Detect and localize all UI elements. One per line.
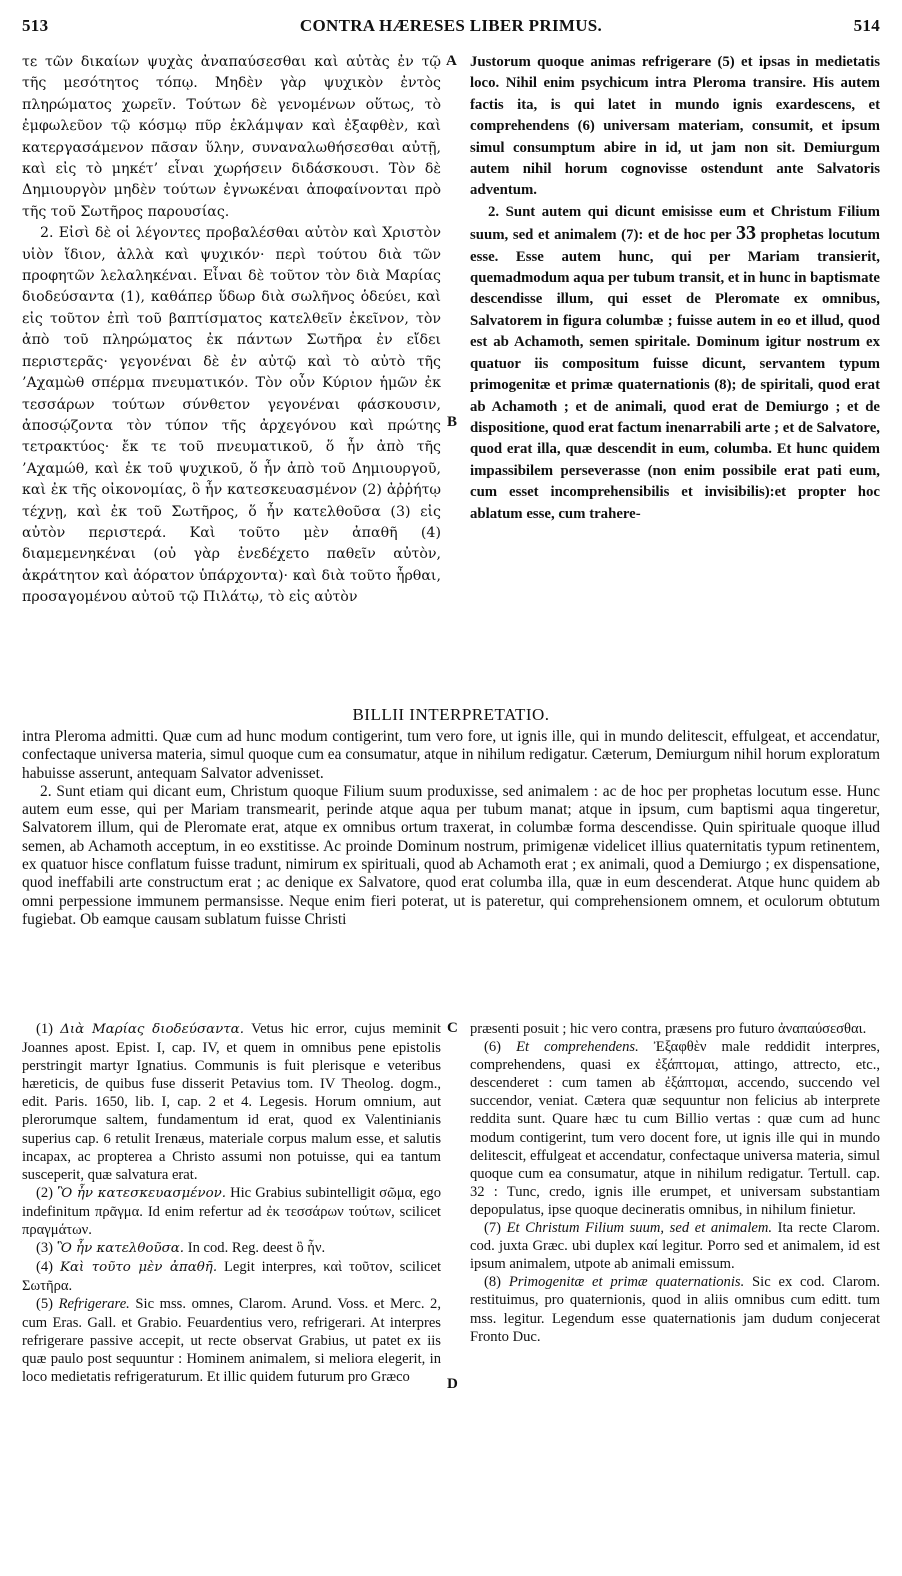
footnote-1-number: (1) (36, 1021, 54, 1037)
latin-paragraph-2-cont: prophetas locutum esse. Esse autem hunc, qui per Mariam transierit, quemadmodum aqua per tubum transit, et in hunc in baptismate descendisse illum, qui esset de Pleromate ex omnibus, Salvatorem in figura columbæ ; fuisse autem in eo et illud, quod est ab Achamoth, semen spiritale. Dominum igitur nostrum ex quatuor iis compositum fuisse dicunt, servantem typum primogenitæ et primæ quaternationis (8); de spiritali, quod erat ab Achamoth ; et de animali, quod erat de Demiurgo ; et de dispositione, quod erat factum inenarrabili arte ; et de Salvatore, quod erat illa, quæ descendit in eum, columba. Et hunc quidem impassibilem perseverasse (non enim possibile erat pati eum, cum esset incomprehensibilis et invisibilis):et propter hoc ablatum esse, cum trahere- (470, 227, 881, 522)
footnote-2-text: Hic Grabius subintelligit σῶμα, ego indefinitum πρᾶγμα. Id enim refertur ad ἐκ τεσσάρων τούτων, scilicet πραγμάτων. (22, 1184, 441, 1239)
footnote-3-lemma: Ὃ ἦν κατελθοῦσα. (56, 1241, 185, 1257)
footnote-6-text: Ἐξαφθὲν male reddidit interpres, comprehendens, quasi ex ἐξάπτομαι, attingo, attrecto, etc., descenderet : cum tamen ab ἐξάπτομαι, accendo, succendo vel succendor, veniat. Cætera quæ sequuntur non felicius ab interprete reddita sunt. Quare hæc tu cum Billio vertas : quæ cum ad hunc modum contigerint, tum vero docent fore, ut ignis ille qui in mundo delitescit, effulgeat et accendatur, confectaque universa materia, simul quoque cum ea consumatur, atque in nihilum redigatur. Tertull. cap. 32 : Tunc, credo, ignis ille erumpet, et universam substantiam depopulatus, ipse quoque decineratis omnibus, in nihilum finietur. (470, 1039, 881, 1218)
footnote-3-text: In cod. Reg. deest ὃ ἦν. (184, 1240, 326, 1257)
footnote-5 (22, 1295, 441, 1385)
footnote-5-cont-text: præsenti posuit ; hic vero contra, præsens pro futuro ἀναπαύσεσθαι. (470, 1021, 867, 1037)
interpretatio-block (22, 728, 880, 929)
footnote-3 (22, 1239, 441, 1258)
footnotes-left-column (22, 1020, 441, 1386)
footnote-2-lemma: Ὃ ἦν κατεσκευασμένον. (57, 1185, 227, 1201)
footnote-7 (470, 1219, 880, 1273)
footnote-7-number: (7) (484, 1220, 502, 1237)
footnote-1 (22, 1020, 441, 1184)
footnote-5-continuation (470, 1020, 880, 1038)
margin-letter-b: B (447, 414, 458, 430)
latin-per: per (710, 227, 732, 244)
line-number-33: 33 (735, 222, 756, 245)
margin-letter-c: C (447, 1020, 458, 1036)
footnote-4-number: (4) (36, 1259, 54, 1276)
footnote-5-number: (5) (36, 1296, 54, 1313)
footnote-6 (470, 1038, 880, 1219)
footnote-6-lemma: Et comprehendens. (516, 1039, 639, 1056)
page-number-right: 514 (853, 16, 880, 35)
page-header (22, 16, 880, 40)
greek-paragraph-1: τε τῶν δικαίων ψυχὰς ἀναπαύσεσθαι καὶ αὐτὰς ἐν τῷ τῆς μεσότητος τόπῳ. Μηδὲν γὰρ ψυχικὸν ἐντὸς πληρώματος χωρεῖν. Τούτων δὲ γενομένων οὕτως, τὸ ἐμφωλεῦον τῷ κόσμῳ πῦρ ἐκλάμψαν καὶ ἐξαφθὲν, καὶ κατεργασάμενον πᾶσαν ὕλην, συναναλωθήσεσθαι αὐτῇ, καὶ εἰς τὸ μηκέτ’ εἶναι χωρήσειν διδάσκουσι. Τὸν δὲ Δημιουργὸν μηδὲν τούτων ἐγνωκέναι ἀποφαίνονται πρὸ τῆς τοῦ Σωτῆρος παρουσίας. (22, 54, 441, 220)
interpretatio-paragraph-2: 2. Sunt etiam qui dicant eum, Christum quoque Filium suum produxisse, sed animalem : ac de hoc per prophetas locutum esse. Hunc autem eum esse, qui per Mariam transmearit, perinde atque aqua per tubum manat; atque in ipsum, cum baptismi aqua tingeretur, Salvatorem illum, qui de Pleromate erat, atque ex omnibus ortum traxerat, in columbæ forma descendisse. Quin spirituale quoque illud semen, ab Achamoth acceptum, in eo exstitisse. Ac proinde Dominum nostrum, primigenæ videlicet illius quaternitatis typum retinentem, ex quatuor hisce conflatum fuisse tradunt, nimirum ex spirituali, quod ab Achamoth erat ; ex animali, quod a Demiurgo ; ex dispensatione, quod ineffabili arte constructum erat ; ac denique ex Salvatore, quod erat columba illa, quæ in eum descenderat. Atque hunc quidem ab omni perpessione immunem permansisse. Neque enim fieri poterat, ut is pateretur, qui comprehensionem omnem, et oculorum obtutum fugiebat. Ob eamque causam sublatum fuisse Christi (22, 782, 880, 928)
footnote-8 (470, 1273, 880, 1345)
footnote-5-text: Sic mss. omnes, Clarom. Arund. Voss. et Merc. 2, cum Eras. Gall. et Grabio. Feuardentius vero, refrigerari. At interpres refrigerare passive accepit, ut recte observat Grabius, ut patet ex iis quæ paulo post sequuntur : Hominem animalem, si meliora elegerit, in loco medietatis refrigeraturum. Et illic quidem futurum pro Græco (22, 1296, 441, 1385)
greek-text-column (22, 52, 441, 609)
margin-letter-a: A (446, 53, 457, 69)
footnote-6-number: (6) (484, 1039, 502, 1056)
footnote-1-lemma: Διὰ Μαρίας διοδεύσαντα. (60, 1022, 244, 1037)
footnotes-right-column (470, 1020, 880, 1346)
footnote-5-lemma: Refrigerare. (58, 1296, 130, 1313)
footnote-1-text: Vetus hic error, cujus meminit Joannes apost. Epist. I, cap. IV, et quem in omnibus pene epistolis perstringit martyr Ignatius. Communis is fuit plerisque e veteribus hæreticis, de quibus fuse disserit Petavius tom. IV Theolog. dogm., edit. Paris. 1650, lib. I, cap. 2 et 4. Legesis. Horum omnium, aut plerorumque saltem, fundamentum id erat, quod ex Valentinianis superius cap. 6 retulit Irenæus, materiale corpus malum esse, et salutis incapax, ac propterea a Christo assumi non potuisse, qui ea tantum susceperit, quæ salvatura erat. (22, 1021, 441, 1183)
running-title: CONTRA HÆRESES LIBER PRIMUS. (299, 16, 603, 35)
footnote-8-text: Sic ex cod. Clarom. restituimus, pro quaternionis, quod in aliis omnibus cum editt. tum mss. legitur. Legendum esse quaternationis jam dudum conjecerat Fronto Duc. (470, 1274, 880, 1345)
margin-letter-d: D (447, 1376, 458, 1392)
footnote-2-number: (2) (36, 1184, 54, 1201)
footnote-8-lemma: Primogenitæ et primæ quaternationis. (508, 1274, 745, 1291)
latin-text-column (470, 52, 880, 525)
footnote-7-lemma: Et Christum Filium suum, sed et animalem. (506, 1220, 773, 1237)
footnote-8-number: (8) (484, 1274, 502, 1291)
page-number-left: 513 (22, 16, 49, 35)
footnote-4-lemma: Καὶ τοῦτο μὲν ἀπαθῆ. (59, 1260, 218, 1276)
interpretatio-title: BILLII INTERPRETATIO. (352, 705, 550, 724)
interpretatio-paragraph-1: intra Pleroma admitti. Quæ cum ad hunc modum contigerint, tum vero fore, ut ignis ille, qui in mundo delitescit, effulgeat, et accendatur, confectaque universa materia, simul quoque cum ea consumatur, atque in nihilum redigatur. Cæterum, Demiurgum nihil horum exploratum habuisse asserunt, antequam Salvator advenisset. (22, 728, 880, 782)
footnote-4 (22, 1258, 441, 1295)
footnote-2 (22, 1184, 441, 1239)
latin-paragraph-2 (470, 202, 880, 525)
footnote-3-number: (3) (36, 1240, 54, 1257)
footnote-4-text: Legit interpres, καὶ τοῦτον, scilicet Σωτῆρα. (22, 1259, 442, 1295)
latin-paragraph-2-text: 2. Sunt autem qui dicunt emisisse eum et Christum Filium suum, sed et animalem (7): et de hoc (470, 203, 880, 244)
greek-paragraph-2: 2. Εἰσὶ δὲ οἱ λέγοντες προβαλέσθαι αὐτὸν καὶ Χριστὸν υἱὸν ἴδιον, ἀλλὰ καὶ ψυχικόν· περὶ τούτου διὰ τῶν προφητῶν λελαληκέναι. Εἶναι δὲ τοῦτον τὸν διὰ Μαρίας διοδεύσαντα (1), καθάπερ ὕδωρ διὰ σωλῆνος ὁδεύει, καὶ εἰς τοῦτον ἐπὶ τοῦ βαπτίσματος κατελθεῖν ἐκεῖνον, τὸν ἀπὸ τοῦ πληρώματος ἐκ πάντων Σωτῆρα ἐν εἴδει περιστερᾶς· γεγονέναι δὲ ἐν αὐτῷ καὶ τὸ αὐτὸ τῆς ’Αχαμὼθ σπέρμα πνευματικόν. Τὸν οὖν Κύριον ἡμῶν ἐκ τεσσάρων τούτων σύνθετον γεγονέναι φάσκουσιν, ἀποσῴζοντα τὸν τύπον τῆς ἀρχεγόνου καὶ πρώτης τετρακτύος· ἔκ τε τοῦ πνευματικοῦ, ὅ ἦν ἀπὸ τῆς ’Αχαμώθ, καὶ ἐκ τοῦ ψυχικοῦ, ὅ ἦν ἀπὸ τοῦ Δημιουργοῦ, καὶ ἐκ τῆς οἰκονομίας, ὃ ἦν κατεσκευασμένον (2) ἀῤῥήτῳ τέχνῃ, καὶ ἐκ τοῦ Σωτῆρος, ὅ ἦν κατελθοῦσα (3) εἰς αὐτὸν περιστερά. Καὶ τοῦτο μὲν ἀπαθῆ (4) διαμεμενηκέναι (οὐ γὰρ ἐνεδέχετο παθεῖν αὐτὸν, ἀκράτητον καὶ ἀόρατον ὑπάρχοντα)· καὶ διὰ τοῦτο ἦρθαι, προσαγομένου αὐτοῦ τῷ Πιλάτῳ, τὸ εἰς αὐτὸν (22, 225, 441, 606)
footnote-7-text: Ita recte Clarom. cod. juxta Græc. ubi duplex καί legitur. Porro sed et animalem, id est ipsum animalem, utpote ab animali emissum. (470, 1220, 880, 1273)
latin-paragraph-1: Justorum quoque animas refrigerare (5) et ipsas in medietatis loco. Nihil enim psychicum intra Pleroma transire. His autem factis ita, is qui latet in mundo ignis exardescens, et comprehendens (6) universam materiam, consumit, et ipsum simul consumptum abire in id, ut jam non sit. Demiurgum autem nihil horum cognovisse ostendunt ante Salvatoris adventum. (470, 54, 880, 199)
